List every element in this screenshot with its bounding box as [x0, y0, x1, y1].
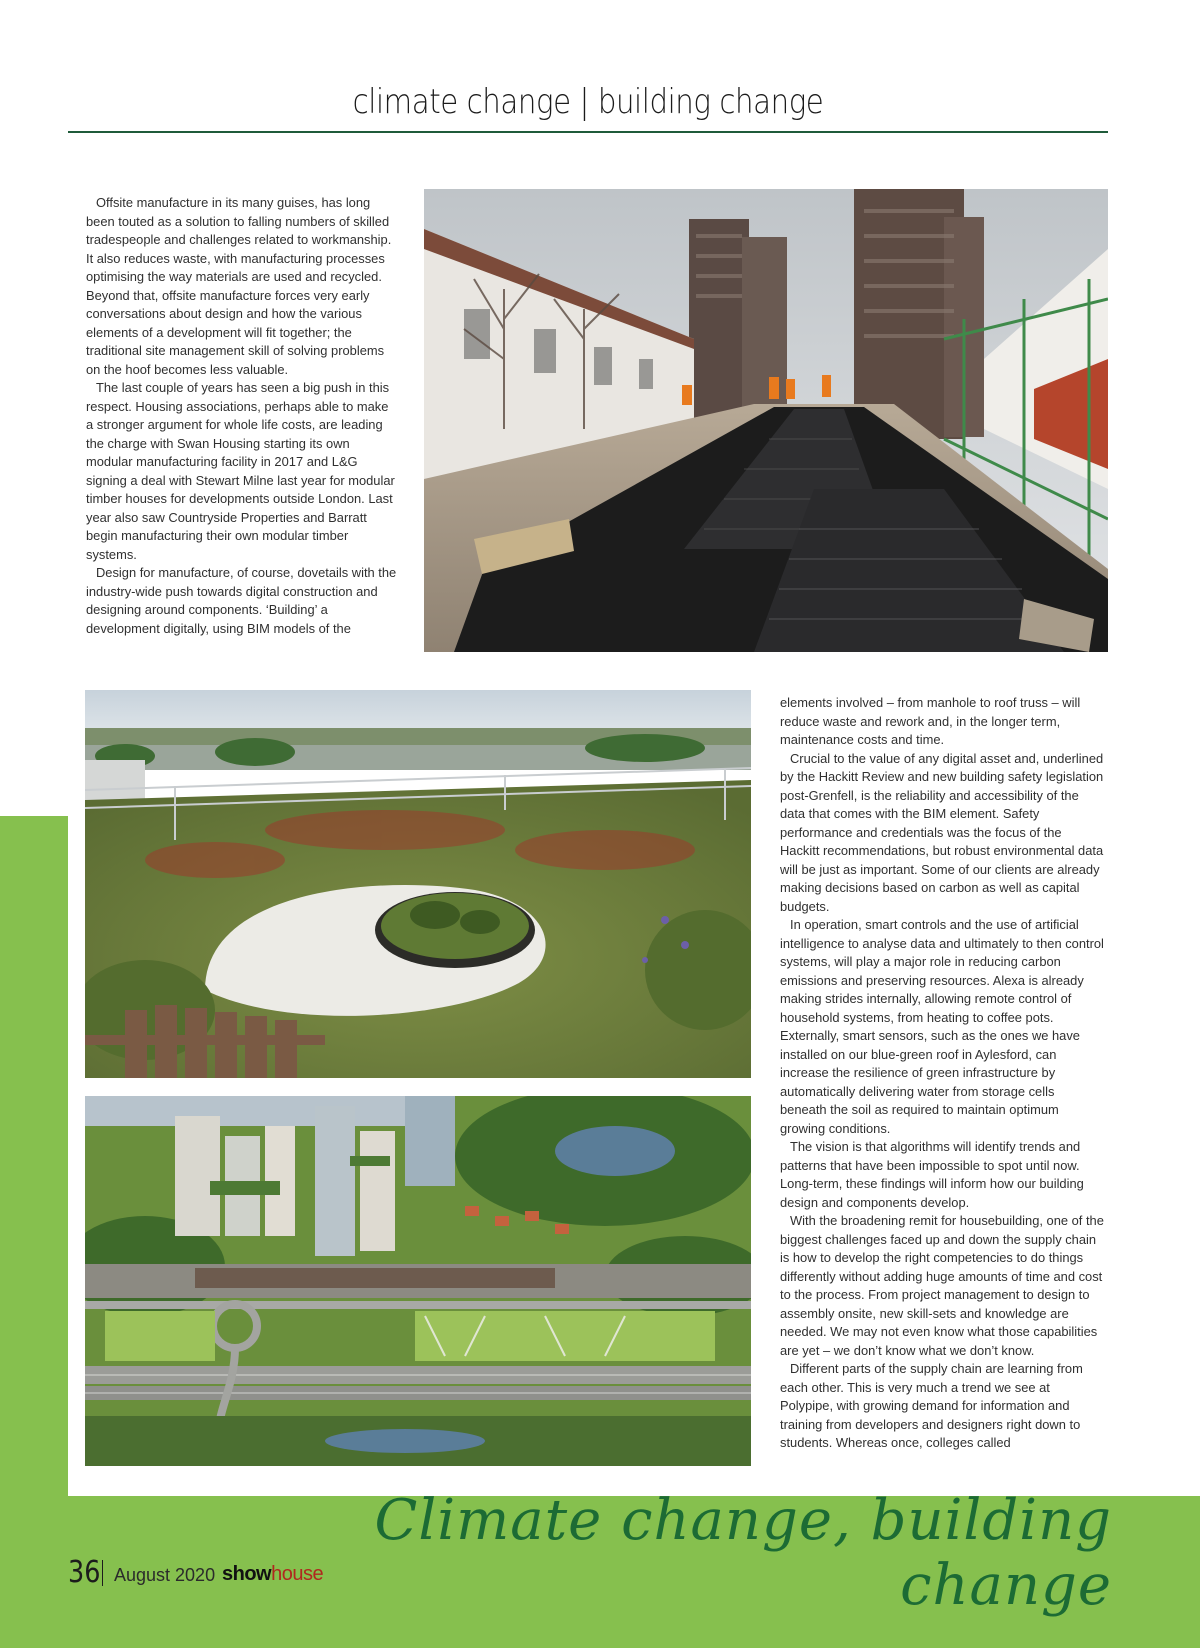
article-left-column: [86, 194, 398, 638]
paragraph: Crucial to the value of any digital asset and, underlined by the Hackitt Review and new building safety legislation post-Grenfell, is the reliability and accessibility of the data that comes with the BIM element. Safety performance and credentials was the focus of the Hackitt recommendations, but robust environmental data will be just as important. Some of our clients are already making decisions based on carbon as well as capital budgets.: [780, 750, 1104, 914]
paragraph: In operation, smart controls and the use of artificial intelligence to analyse data and ultimately to then control systems, will play a major role in reducing carbon emissions and preserving resources. Alexa is already making strides internally, allowing remote control of household systems, from heating to coffee pots. Externally, smart sensors, such as the ones we have installed on our blue-green roof in Aylesford, can increase the resilience of green infrastructure by automatically delivering water from storage cells beneath the soil as required to maintain optimum growing conditions.: [780, 917, 1104, 1136]
paragraph: Offsite manufacture in its many guises, has long been touted as a solution to falling numbers of skilled tradespeople and challenges related to workmanship. It also reduces waste, with manufacturing processes optimising the way materials are used and recycled. Beyond that, offsite manufacture forces very early conversations about design and how the various elements of a development will fit together; the traditional site management skill of solving problems on the hoof becomes less valuable.: [86, 195, 392, 377]
aerial-development-render: [85, 1096, 751, 1466]
paragraph: With the broadening remit for housebuilding, one of the biggest challenges faced up and down the supply chain is how to develop the right competencies to do things differently without adding huge amounts of time and cost to the process. From project management to design to assembly onsite, new skill-sets and knowledge are needed. We may not even know what those capabilities are yet – we don’t know what we don’t know.: [780, 1213, 1104, 1358]
street-works-photo: [424, 189, 1108, 652]
paragraph: Different parts of the supply chain are learning from each other. This is very much a trend we see at Polypipe, with growing demand for information and training from developers and designers right down to students. Whereas once, colleges called: [780, 1361, 1083, 1450]
paragraph: elements involved – from manhole to roof truss – will reduce waste and rework and, in the longer term, maintenance costs and time.: [780, 695, 1081, 747]
page-header-title: climate change | building change: [352, 82, 824, 122]
logo-part-house: house: [271, 1563, 324, 1585]
paragraph: Design for manufacture, of course, dovetails with the industry-wide push towards digital construction and designing around components. ‘Building’ a development digitally, using BIM models of the: [86, 565, 397, 636]
paragraph: The last couple of years has seen a big push in this respect. Housing associations, perhaps able to make a stronger argument for whole life costs, are leading the charge with Swan Housing starting its own modular manufacturing facility in 2017 and L&G signing a deal with Stewart Milne last year for modular timber houses for developments outside London. Last year also saw Countryside Properties and Barratt begin manufacturing their own modular timber systems.: [86, 380, 395, 562]
footer-script-title: Climate change, building change: [374, 1488, 1112, 1618]
publication-logo: [222, 1563, 323, 1586]
logo-part-show: show: [222, 1563, 272, 1585]
paragraph: The vision is that algorithms will identify trends and patterns that have been impossible to spot until now. Long-term, these findings will inform how our building design and components develop.: [780, 1139, 1084, 1210]
green-roof-photo: [85, 690, 751, 1078]
page-number: 36: [68, 1555, 101, 1590]
article-right-column: [780, 694, 1104, 1453]
issue-date: August 2020: [114, 1565, 216, 1585]
folio-divider: [102, 1560, 103, 1586]
decorative-green-band: [0, 816, 68, 1496]
header-divider: [68, 131, 1108, 133]
